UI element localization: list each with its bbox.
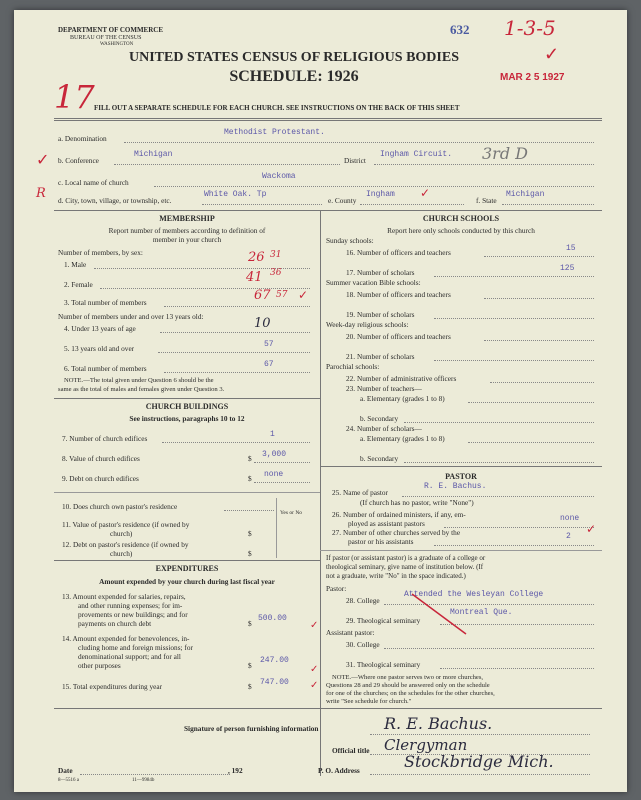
q29-value: Montreal Que. (450, 608, 513, 617)
check-mark-icon: ✓ (586, 522, 597, 536)
membership-title: MEMBERSHIP (159, 214, 215, 223)
signature-label: Signature of person furnishing information (184, 724, 319, 733)
under-over-label: Number of members under and over 13 years old: (58, 312, 204, 321)
edifices-value-amount: 3,000 (262, 450, 287, 459)
dollar-sign: $ (248, 661, 252, 670)
exp15-label: 15. Total expenditures during year (62, 682, 163, 691)
under13-value: 10 (254, 316, 271, 331)
schedule-number: 632 (450, 22, 470, 37)
denomination-label: a. Denomination (58, 134, 107, 143)
conference-value: Michigan (134, 150, 173, 159)
q26-value: none (560, 514, 580, 523)
q21-label: 21. Number of scholars (346, 352, 415, 361)
pastor-note-2: Questions 28 and 29 should be answered only on the schedule (326, 682, 490, 689)
buildings-sub: See instructions, paragraphs 10 to 12 (129, 414, 245, 423)
state-value: Michigan (506, 190, 545, 199)
owns-residence-label: 10. Does church own pastor's residence (62, 502, 178, 511)
exp14-label-4: other purposes (78, 661, 121, 670)
grad-note-1: If pastor (or assistant pastor) is a graduate of a college or (326, 554, 486, 562)
city-town-value: White Oak. Tp (204, 190, 267, 199)
check-mark-icon: ✓ (310, 664, 319, 675)
check-mark-icon: ✓ (36, 152, 50, 169)
residence-debt-label-1: 12. Debt on pastor's residence (if owned by (62, 540, 189, 549)
official-title-label: Official title (332, 746, 370, 755)
city-town-label: d. City, town, village, or township, etc. (58, 196, 172, 205)
female-label: 2. Female (64, 280, 93, 289)
q17-value: 125 (560, 264, 575, 273)
form-title: UNITED STATES CENSUS OF RELIGIOUS BODIES (128, 50, 459, 65)
q28-value: Attended the Wesleyan College (404, 590, 544, 599)
membership-intro-1: Report number of members according to definition of (108, 226, 266, 235)
pastor-title: PASTOR (445, 472, 477, 481)
parochial-label: Parochial schools: (326, 362, 380, 371)
exp14-label-1: 14. Amount expended for benevolences, in- (62, 634, 190, 643)
state-label: f. State (476, 196, 497, 205)
q28-label: 28. College (346, 596, 380, 605)
membership-note-1: NOTE.—The total given under Question 6 should be the (64, 377, 214, 384)
district-value: Ingham Circuit. (380, 150, 453, 159)
q25-label: 25. Name of pastor (332, 488, 388, 497)
under13-label: 4. Under 13 years of age (64, 324, 136, 333)
over13-value: 57 (264, 340, 274, 349)
membership-intro-2: member in your church (152, 235, 222, 244)
grad-note-3: not a graduate, write "No" in the space indicated.) (326, 572, 466, 580)
department-label: DEPARTMENT OF COMMERCE (58, 26, 164, 34)
dollar-sign: $ (248, 619, 252, 628)
q19-label: 19. Number of scholars (346, 310, 415, 319)
pastor-note-3: for one of the churches; on the schedules for the other churches, (326, 690, 495, 697)
membership-note-2: same as the total of males and females given under Question 3. (58, 386, 225, 393)
expenditures-title: EXPENDITURES (155, 564, 219, 573)
exp14-label-3: denominational support; and for all (78, 652, 181, 661)
total-age-value: 67 (264, 360, 274, 369)
total-sex-value-alt: 57 (276, 290, 288, 300)
schools-sub: Report here only schools conducted by this church (387, 226, 535, 235)
signature: R. E. Bachus. (384, 714, 493, 733)
pastor-name-value: R. E. Bachus. (424, 482, 487, 491)
red-pen-stroke (410, 590, 470, 640)
form-number-2: 11—9984b (132, 778, 155, 783)
q27-label-2: pastor or his assistants (348, 537, 414, 546)
over13-label: 5. 13 years old and over (64, 344, 135, 353)
exp13-label-2: and other running expenses; for im- (78, 601, 183, 610)
pastor-note-4: write "See schedule for church." (326, 698, 412, 705)
sunday-label: Sunday schools: (326, 236, 374, 245)
exp13-label-4: payments on church debt (78, 619, 152, 628)
assistant-sublabel: Assistant pastor: (326, 628, 375, 637)
yes-no-hint: Yes or No (280, 510, 303, 516)
q29-label: 29. Theological seminary (346, 616, 421, 625)
q23a-label: a. Elementary (grades 1 to 8) (360, 394, 445, 403)
handwritten-date: 1-3-5 (504, 16, 556, 40)
grad-note-2: theological seminary, give name of institution below. (If (326, 563, 484, 571)
schedule-title: SCHEDULE: 1926 (229, 68, 359, 85)
weekday-label: Week-day religious schools: (326, 320, 409, 329)
local-name-label: c. Local name of church (58, 178, 129, 187)
city-label: WASHINGTON (100, 42, 134, 47)
by-sex-label: Number of members, by sex: (58, 248, 143, 257)
denomination-value: Methodist Protestant. (224, 128, 325, 137)
date-label: Date (58, 766, 73, 775)
conference-label: b. Conference (58, 156, 99, 165)
residence-value-label-1: 11. Value of pastor's residence (if owned by (62, 520, 190, 529)
residence-debt-label-2: church) (110, 549, 133, 558)
total-sex-value: 67 (254, 288, 271, 303)
q27-value: 2 (566, 532, 571, 541)
q23-label: 23. Number of teachers— (346, 384, 422, 393)
q22-label: 22. Number of administrative officers (346, 374, 457, 383)
dollar-sign: $ (248, 529, 252, 538)
dollar-sign: $ (248, 474, 252, 483)
district-handwritten: 3rd D (482, 144, 528, 163)
bureau-label: BUREAU OF THE CENSUS (70, 35, 142, 41)
edifices-value-label: 8. Value of church edifices (62, 454, 140, 463)
q30-label: 30. College (346, 640, 380, 649)
pastor-note-1: NOTE.—Where one pastor serves two or more churches, (332, 674, 484, 681)
residence-value-label-2: church) (110, 529, 133, 538)
official-title-value: Clergyman (384, 736, 468, 754)
district-label: District (344, 156, 366, 165)
q20-label: 20. Number of officers and teachers (346, 332, 451, 341)
check-mark-icon: ✓ (420, 186, 431, 200)
schools-title: CHURCH SCHOOLS (422, 214, 500, 223)
q31-label: 31. Theological seminary (346, 660, 421, 669)
po-address-value: Stockbridge Mich. (404, 752, 554, 771)
female-value-alt: 36 (270, 268, 282, 278)
q16-label: 16. Number of officers and teachers (346, 248, 451, 257)
male-label: 1. Male (64, 260, 87, 269)
margin-number: 17 (54, 78, 95, 116)
q27-label-1: 27. Number of other churches served by the (332, 528, 461, 537)
dollar-sign: $ (248, 549, 252, 558)
dollar-sign: $ (248, 454, 252, 463)
exp15-value: 747.00 (260, 678, 289, 687)
local-name-value: Wackoma (262, 172, 296, 181)
q24a-label: a. Elementary (grades 1 to 8) (360, 434, 445, 443)
instruction-line: FILL OUT A SEPARATE SCHEDULE FOR EACH CHURCH. SEE INSTRUCTIONS ON THE BACK OF THIS SHEET (94, 104, 460, 112)
buildings-title: CHURCH BUILDINGS (145, 402, 229, 411)
summer-label: Summer vacation Bible schools: (326, 278, 421, 287)
expenditures-sub: Amount expended by your church during last fiscal year (99, 577, 275, 586)
female-value: 41 (246, 270, 263, 285)
q16-value: 15 (566, 244, 576, 253)
male-value-alt: 31 (270, 250, 282, 260)
q26-label-1: 26. Number of ordained ministers, if any, em- (332, 510, 466, 519)
q26-label-2: ployed as assistant pastors (348, 519, 425, 528)
received-stamp: MAR 2 5 1927 (500, 72, 565, 83)
check-mark-icon: ✓ (544, 44, 560, 64)
q17-label: 17. Number of scholars (346, 268, 415, 277)
debt-edifices-value: none (264, 470, 284, 479)
male-value: 26 (248, 250, 265, 265)
exp13-label-1: 13. Amount expended for salaries, repairs, (62, 592, 186, 601)
check-mark-icon: ✓ (298, 288, 309, 302)
form-number: 8—5516 a (58, 778, 79, 783)
census-schedule-page (14, 10, 627, 792)
check-mark-icon: ✓ (310, 620, 319, 631)
margin-r-mark: R (36, 186, 46, 201)
edifices-label: 7. Number of church edifices (62, 434, 148, 443)
debt-edifices-label: 9. Debt on church edifices (62, 474, 139, 483)
exp13-value: 500.00 (258, 614, 287, 623)
exp14-value: 247.00 (260, 656, 289, 665)
q24b-label: b. Secondary (360, 454, 399, 463)
pastor-sublabel: Pastor: (326, 584, 347, 593)
edifices-value: 1 (270, 430, 275, 439)
exp13-label-3: provements or new buildings; and for (78, 610, 188, 619)
total-age-label: 6. Total number of members (64, 364, 147, 373)
q18-label: 18. Number of officers and teachers (346, 290, 451, 299)
po-address-label: P. O. Address (318, 766, 360, 775)
date-year: , 192 (228, 766, 243, 775)
q23b-label: b. Secondary (360, 414, 399, 423)
exp14-label-2: cluding home and foreign missions; for (78, 643, 193, 652)
q25-note: (If church has no pastor, write "None") (360, 498, 474, 507)
dollar-sign: $ (248, 682, 252, 691)
check-mark-icon: ✓ (310, 680, 319, 691)
total-sex-label: 3. Total number of members (64, 298, 147, 307)
county-label: e. County (328, 196, 357, 205)
county-value: Ingham (366, 190, 395, 199)
q24-label: 24. Number of scholars— (346, 424, 422, 433)
